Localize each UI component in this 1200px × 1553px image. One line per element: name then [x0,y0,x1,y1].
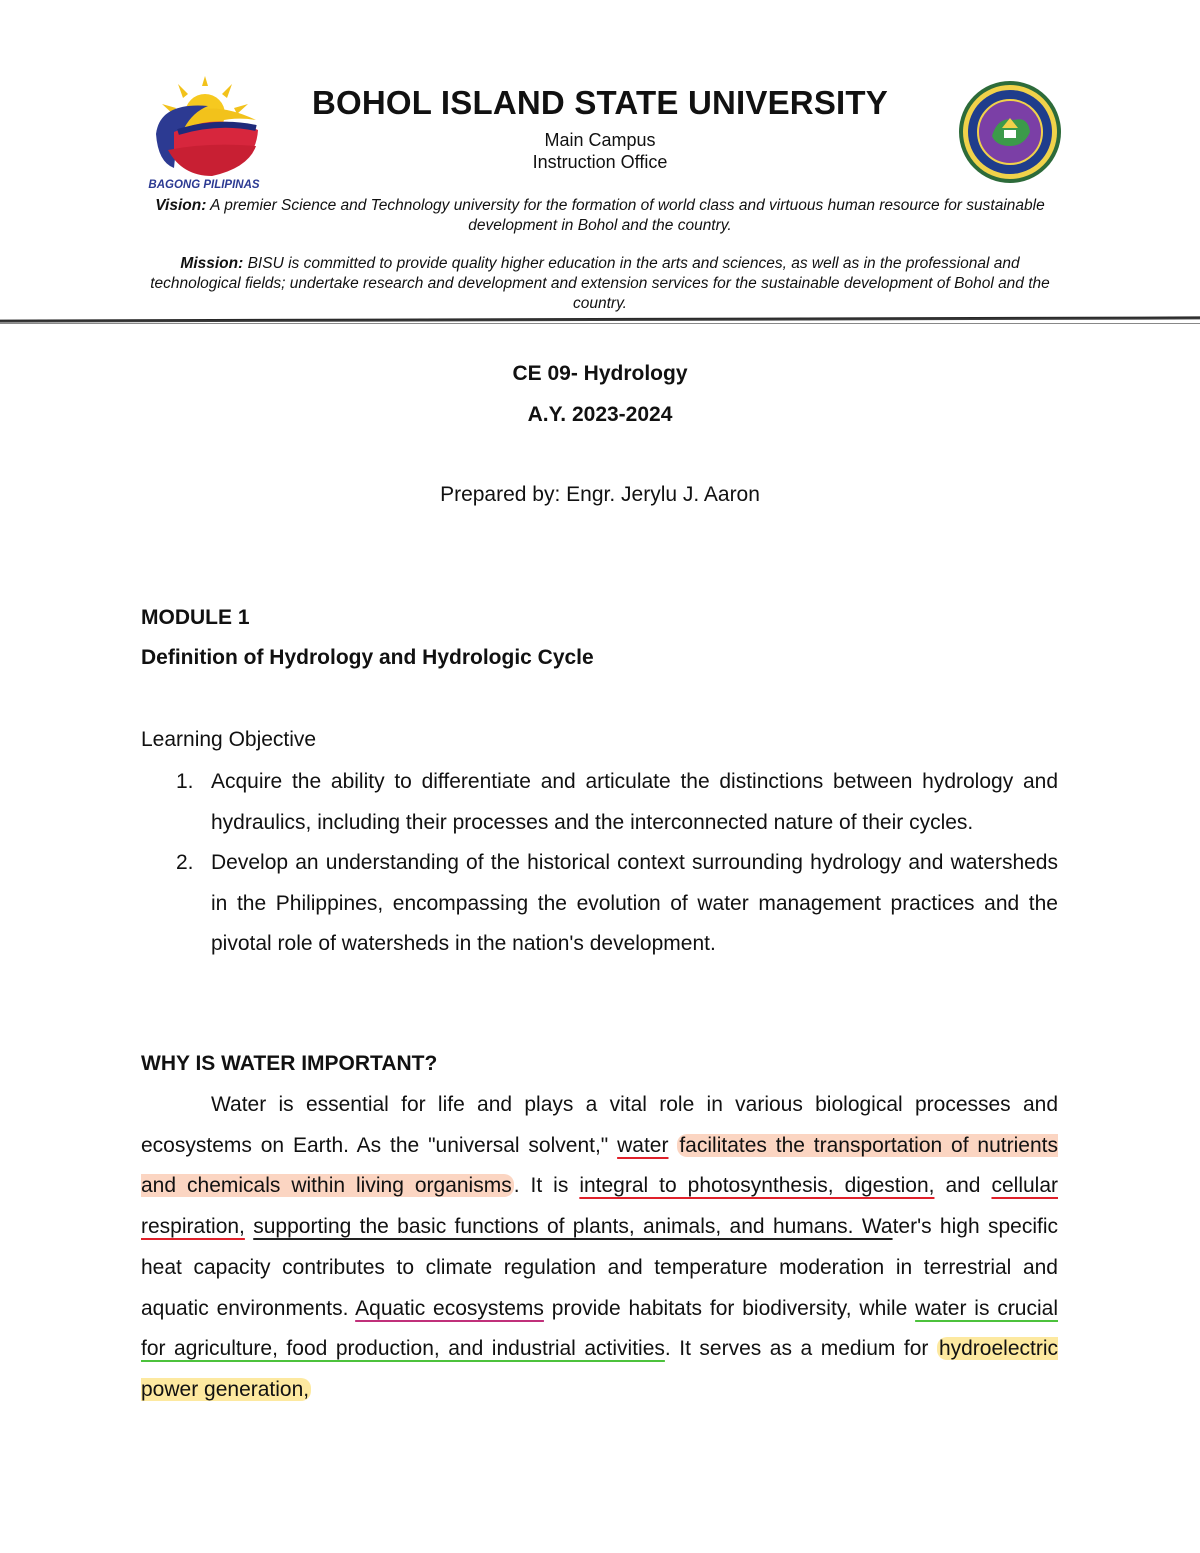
academic-year: A.Y. 2023-2024 [527,403,673,426]
vision-label: Vision: [155,197,207,214]
module-title: Definition of Hydrology and Hydrologic Cycle [141,646,594,669]
section-heading: WHY IS WATER IMPORTANT? [141,1052,438,1075]
campus-name: Main Campus [544,130,656,150]
vision-text: A premier Science and Technology university for the formation of world class and virtuous human resource for sustainable development in Bohol and the country. [210,197,1045,234]
header-divider [0,316,1200,322]
bagong-pilipinas-text: BAGONG PILIPINAS [148,179,260,191]
text-segment [245,1215,253,1238]
module-number: MODULE 1 [141,606,250,629]
prepared-by: Prepared by: Engr. Jerylu J. Aaron [440,483,760,506]
course-title: CE 09- Hydrology [512,362,688,385]
mission-label: Mission: [180,255,244,272]
learning-objective-heading: Learning Objective [141,728,317,751]
text-segment: provide habitats for biodiversity, while [543,1296,916,1320]
mission-text: BISU is committed to provide quality higher education in the arts and sciences, as well as in the professional and technological fields; undertake research and development and extension services for the sustainable development of Bohol and the country. [150,255,1050,312]
header-divider-thin [0,323,1200,324]
underlined-text: integral to photosynthesis, digestion, [579,1174,935,1198]
list-item-text: Develop an understanding of the historical context surrounding hydrology and watersheds in the Philippines, encompassing the evolution of water management practices and the pivotal role of watersheds in the nation's development. [211,851,1058,955]
list-item [141,762,1058,843]
underlined-text: water [617,1133,669,1157]
university-name: BOHOL ISLAND STATE UNIVERSITY [311,84,888,121]
underlined-text: supporting the basic functions of plants, animals, and humans. Wa [253,1215,893,1239]
highlighted-text: facilitates the transportation of nutrients and chemicals within living organisms [141,1133,1058,1198]
underlined-text: Aquatic ecosystems [355,1296,544,1320]
list-item-text: Acquire the ability to differentiate and articulate the distinctions between hydrology and hydraulics, including their processes and the interconnected nature of their cycles. [211,770,1058,834]
text-segment: Water is essential for life and plays a vital role in various biological processes and ecosystems on Earth. As the "universal solvent," [141,1093,1058,1157]
text-segment: and [934,1174,992,1198]
underlined-text: cellular respiration, [141,1174,1058,1239]
body-paragraph [141,1085,1058,1411]
office-name: Instruction Office [532,152,668,172]
list-item-number: 1. [176,770,194,793]
list-item [141,843,1058,965]
underlined-text: water is crucial for agriculture, food production, and industrial activities [141,1296,1059,1361]
vision-statement [140,196,1060,236]
highlighted-text: hydroelectric power generation, [141,1337,1058,1401]
mission-statement [140,254,1060,314]
learning-objectives-list [141,762,1058,965]
text-segment: ter's high specific heat capacity contributes to climate regulation and temperature moderation in terrestrial and aquatic environments. [141,1215,1058,1320]
text-segment: . It serves as a medium for [664,1337,937,1361]
text-segment [668,1134,677,1157]
text-segment: . It is [513,1174,580,1198]
list-item-number: 2. [176,851,194,874]
